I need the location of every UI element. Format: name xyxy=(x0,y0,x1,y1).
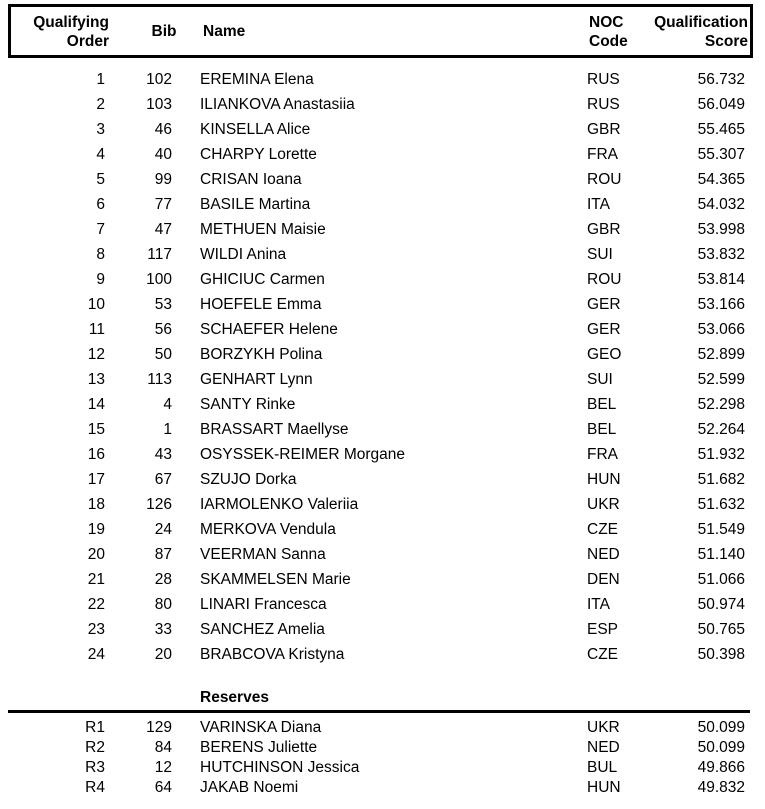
cell-bib: 12 xyxy=(154,759,172,776)
cell-name: LINARI Francesca xyxy=(200,596,327,613)
table-row xyxy=(0,545,765,570)
cell-qualification-score: 56.732 xyxy=(697,71,745,88)
table-row xyxy=(0,470,765,495)
cell-name: HUTCHINSON Jessica xyxy=(200,759,360,776)
table-row xyxy=(0,570,765,595)
column-header-qualifying-order-line2: Order xyxy=(66,33,109,50)
table-row xyxy=(0,445,765,470)
cell-name: VEERMAN Sanna xyxy=(200,546,326,563)
cell-qualification-score: 51.549 xyxy=(697,521,745,538)
cell-qualifying-order: R2 xyxy=(85,739,105,756)
cell-qualifying-order: 16 xyxy=(87,446,105,463)
cell-name: MERKOVA Vendula xyxy=(200,521,336,538)
table-row xyxy=(0,295,765,320)
cell-bib: 77 xyxy=(154,196,172,213)
cell-noc-code: NED xyxy=(587,546,620,563)
cell-bib: 87 xyxy=(154,546,172,563)
cell-bib: 100 xyxy=(146,271,172,288)
cell-qualifying-order: 6 xyxy=(96,196,105,213)
table-header xyxy=(8,4,753,58)
cell-name: JAKAB Noemi xyxy=(200,779,299,796)
column-header-qualification-score-line2: Score xyxy=(704,33,748,50)
cell-bib: 67 xyxy=(154,471,172,488)
table-row xyxy=(0,345,765,370)
cell-qualifying-order: 8 xyxy=(96,246,105,263)
cell-bib: 53 xyxy=(154,296,172,313)
cell-name: GENHART Lynn xyxy=(200,371,313,388)
cell-qualifying-order: 7 xyxy=(96,221,105,238)
column-header-qualifying-order-line1: Qualifying xyxy=(33,14,109,31)
cell-qualifying-order: 21 xyxy=(87,571,105,588)
cell-qualification-score: 50.974 xyxy=(697,596,745,613)
cell-name: KINSELLA Alice xyxy=(200,121,311,138)
cell-qualifying-order: 9 xyxy=(96,271,105,288)
cell-name: BASILE Martina xyxy=(200,196,311,213)
cell-qualification-score: 52.599 xyxy=(697,371,745,388)
reserves-heading: Reserves xyxy=(200,689,269,706)
table-row xyxy=(0,495,765,520)
cell-noc-code: SUI xyxy=(587,246,613,263)
cell-qualifying-order: 22 xyxy=(87,596,105,613)
cell-name: SCHAEFER Helene xyxy=(200,321,338,338)
cell-noc-code: ITA xyxy=(587,196,610,213)
cell-qualification-score: 53.166 xyxy=(697,296,745,313)
cell-qualification-score: 51.632 xyxy=(697,496,745,513)
cell-bib: 47 xyxy=(154,221,172,238)
cell-bib: 126 xyxy=(146,496,172,513)
cell-name: IARMOLENKO Valeriia xyxy=(200,496,359,513)
cell-qualification-score: 51.066 xyxy=(697,571,745,588)
cell-noc-code: GBR xyxy=(587,221,621,238)
cell-qualifying-order: R1 xyxy=(85,719,105,736)
cell-bib: 80 xyxy=(154,596,172,613)
table-row xyxy=(0,395,765,420)
cell-qualifying-order: 15 xyxy=(87,421,105,438)
column-header-name: Name xyxy=(203,23,246,40)
cell-noc-code: GBR xyxy=(587,121,621,138)
cell-bib: 46 xyxy=(154,121,172,138)
table-row xyxy=(0,170,765,195)
cell-noc-code: BEL xyxy=(587,396,617,413)
cell-bib: 20 xyxy=(154,646,172,663)
cell-noc-code: UKR xyxy=(587,496,620,513)
cell-noc-code: NED xyxy=(587,739,620,756)
cell-bib: 40 xyxy=(154,146,172,163)
column-header-noc-code-line2: Code xyxy=(589,33,628,50)
cell-qualification-score: 50.765 xyxy=(697,621,745,638)
cell-qualifying-order: 10 xyxy=(87,296,105,313)
cell-qualification-score: 50.099 xyxy=(697,739,745,756)
cell-name: EREMINA Elena xyxy=(200,71,314,88)
cell-name: WILDI Anina xyxy=(200,246,287,263)
cell-qualification-score: 51.682 xyxy=(697,471,745,488)
cell-bib: 56 xyxy=(154,321,172,338)
cell-name: BERENS Juliette xyxy=(200,739,318,756)
cell-bib: 64 xyxy=(154,779,172,796)
cell-qualification-score: 55.307 xyxy=(697,146,745,163)
table-row xyxy=(0,620,765,645)
cell-qualifying-order: 3 xyxy=(96,121,105,138)
cell-qualification-score: 53.066 xyxy=(697,321,745,338)
cell-bib: 43 xyxy=(154,446,172,463)
cell-qualification-score: 51.140 xyxy=(697,546,745,563)
cell-qualifying-order: 11 xyxy=(88,321,105,338)
cell-noc-code: FRA xyxy=(587,146,618,163)
cell-qualification-score: 49.832 xyxy=(697,779,745,796)
cell-qualifying-order: 1 xyxy=(96,71,105,88)
reserves-divider xyxy=(8,710,750,713)
cell-noc-code: BEL xyxy=(587,421,617,438)
cell-bib: 113 xyxy=(147,371,172,388)
cell-qualification-score: 53.998 xyxy=(697,221,745,238)
cell-bib: 84 xyxy=(154,739,172,756)
cell-qualifying-order: 4 xyxy=(96,146,105,163)
cell-name: SZUJO Dorka xyxy=(200,471,297,488)
cell-noc-code: RUS xyxy=(587,71,620,88)
cell-qualification-score: 51.932 xyxy=(697,446,745,463)
cell-noc-code: HUN xyxy=(587,779,621,796)
cell-qualification-score: 54.032 xyxy=(697,196,745,213)
cell-qualifying-order: 2 xyxy=(96,96,105,113)
cell-noc-code: GER xyxy=(587,321,621,338)
cell-qualification-score: 52.298 xyxy=(697,396,745,413)
cell-qualifying-order: 5 xyxy=(96,171,105,188)
table-row xyxy=(0,595,765,620)
table-row xyxy=(0,195,765,220)
cell-bib: 33 xyxy=(154,621,172,638)
cell-name: GHICIUC Carmen xyxy=(200,271,325,288)
cell-bib: 117 xyxy=(147,246,172,263)
cell-noc-code: RUS xyxy=(587,96,620,113)
cell-bib: 129 xyxy=(146,719,172,736)
cell-qualifying-order: R3 xyxy=(85,759,105,776)
cell-qualification-score: 50.398 xyxy=(697,646,745,663)
cell-name: SANCHEZ Amelia xyxy=(200,621,325,638)
table-row xyxy=(0,220,765,245)
column-header-noc-code xyxy=(589,13,659,51)
cell-name: HOEFELE Emma xyxy=(200,296,322,313)
cell-name: OSYSSEK-REIMER Morgane xyxy=(200,446,406,463)
table-row xyxy=(0,245,765,270)
table-row xyxy=(0,120,765,145)
column-header-bib: Bib xyxy=(151,23,177,40)
cell-qualification-score: 54.365 xyxy=(697,171,745,188)
cell-qualifying-order: 24 xyxy=(87,646,105,663)
cell-noc-code: HUN xyxy=(587,471,621,488)
cell-noc-code: CZE xyxy=(587,646,618,663)
cell-bib: 103 xyxy=(146,96,172,113)
table-row xyxy=(0,645,765,670)
cell-name: CHARPY Lorette xyxy=(200,146,317,163)
cell-qualifying-order: 18 xyxy=(87,496,105,513)
cell-qualifying-order: 23 xyxy=(87,621,105,638)
cell-qualification-score: 56.049 xyxy=(697,96,745,113)
cell-noc-code: ROU xyxy=(587,171,622,188)
column-header-qualifying-order xyxy=(11,13,109,51)
cell-noc-code: DEN xyxy=(587,571,620,588)
cell-noc-code: ESP xyxy=(587,621,619,638)
cell-noc-code: SUI xyxy=(587,371,613,388)
cell-qualification-score: 52.264 xyxy=(697,421,745,438)
cell-qualifying-order: 14 xyxy=(87,396,105,413)
table-row xyxy=(0,738,765,758)
cell-bib: 4 xyxy=(163,396,172,413)
cell-noc-code: ROU xyxy=(587,271,622,288)
cell-bib: 24 xyxy=(154,521,172,538)
column-header-noc-code-line1: NOC xyxy=(589,14,624,31)
cell-qualification-score: 49.866 xyxy=(697,759,745,776)
table-row xyxy=(0,778,765,798)
column-header-qualification-score xyxy=(651,13,748,51)
cell-noc-code: FRA xyxy=(587,446,618,463)
cell-name: BORZYKH Polina xyxy=(200,346,323,363)
table-row xyxy=(0,270,765,295)
cell-qualification-score: 52.899 xyxy=(697,346,745,363)
cell-qualification-score: 53.832 xyxy=(697,246,745,263)
cell-noc-code: GER xyxy=(587,296,621,313)
cell-noc-code: CZE xyxy=(587,521,618,538)
cell-name: VARINSKA Diana xyxy=(200,719,322,736)
cell-noc-code: BUL xyxy=(587,759,618,776)
column-header-qualification-score-line1: Qualification xyxy=(654,14,748,31)
cell-name: SKAMMELSEN Marie xyxy=(200,571,351,588)
table-row xyxy=(0,420,765,445)
cell-bib: 102 xyxy=(146,71,172,88)
cell-name: METHUEN Maisie xyxy=(200,221,326,238)
cell-name: SANTY Rinke xyxy=(200,396,296,413)
cell-noc-code: UKR xyxy=(587,719,620,736)
table-row xyxy=(0,520,765,545)
cell-qualifying-order: R4 xyxy=(85,779,105,796)
cell-noc-code: GEO xyxy=(587,346,622,363)
table-row xyxy=(0,758,765,778)
cell-name: ILIANKOVA Anastasiia xyxy=(200,96,355,113)
table-row xyxy=(0,718,765,738)
cell-qualification-score: 53.814 xyxy=(697,271,745,288)
cell-name: CRISAN Ioana xyxy=(200,171,302,188)
table-row xyxy=(0,320,765,345)
cell-qualification-score: 50.099 xyxy=(697,719,745,736)
cell-qualification-score: 55.465 xyxy=(697,121,745,138)
cell-bib: 99 xyxy=(154,171,172,188)
cell-qualifying-order: 12 xyxy=(87,346,105,363)
reserves-list xyxy=(0,718,765,798)
cell-name: BRASSART Maellyse xyxy=(200,421,349,438)
cell-noc-code: ITA xyxy=(587,596,610,613)
table-row xyxy=(0,70,765,95)
table-row xyxy=(0,145,765,170)
results-list xyxy=(0,70,765,670)
cell-qualifying-order: 19 xyxy=(87,521,105,538)
cell-bib: 28 xyxy=(154,571,172,588)
table-row xyxy=(0,370,765,395)
cell-bib: 1 xyxy=(163,421,172,438)
cell-qualifying-order: 13 xyxy=(87,371,105,388)
cell-qualifying-order: 17 xyxy=(87,471,105,488)
cell-name: BRABCOVA Kristyna xyxy=(200,646,345,663)
table-row xyxy=(0,95,765,120)
cell-qualifying-order: 20 xyxy=(87,546,105,563)
cell-bib: 50 xyxy=(154,346,172,363)
